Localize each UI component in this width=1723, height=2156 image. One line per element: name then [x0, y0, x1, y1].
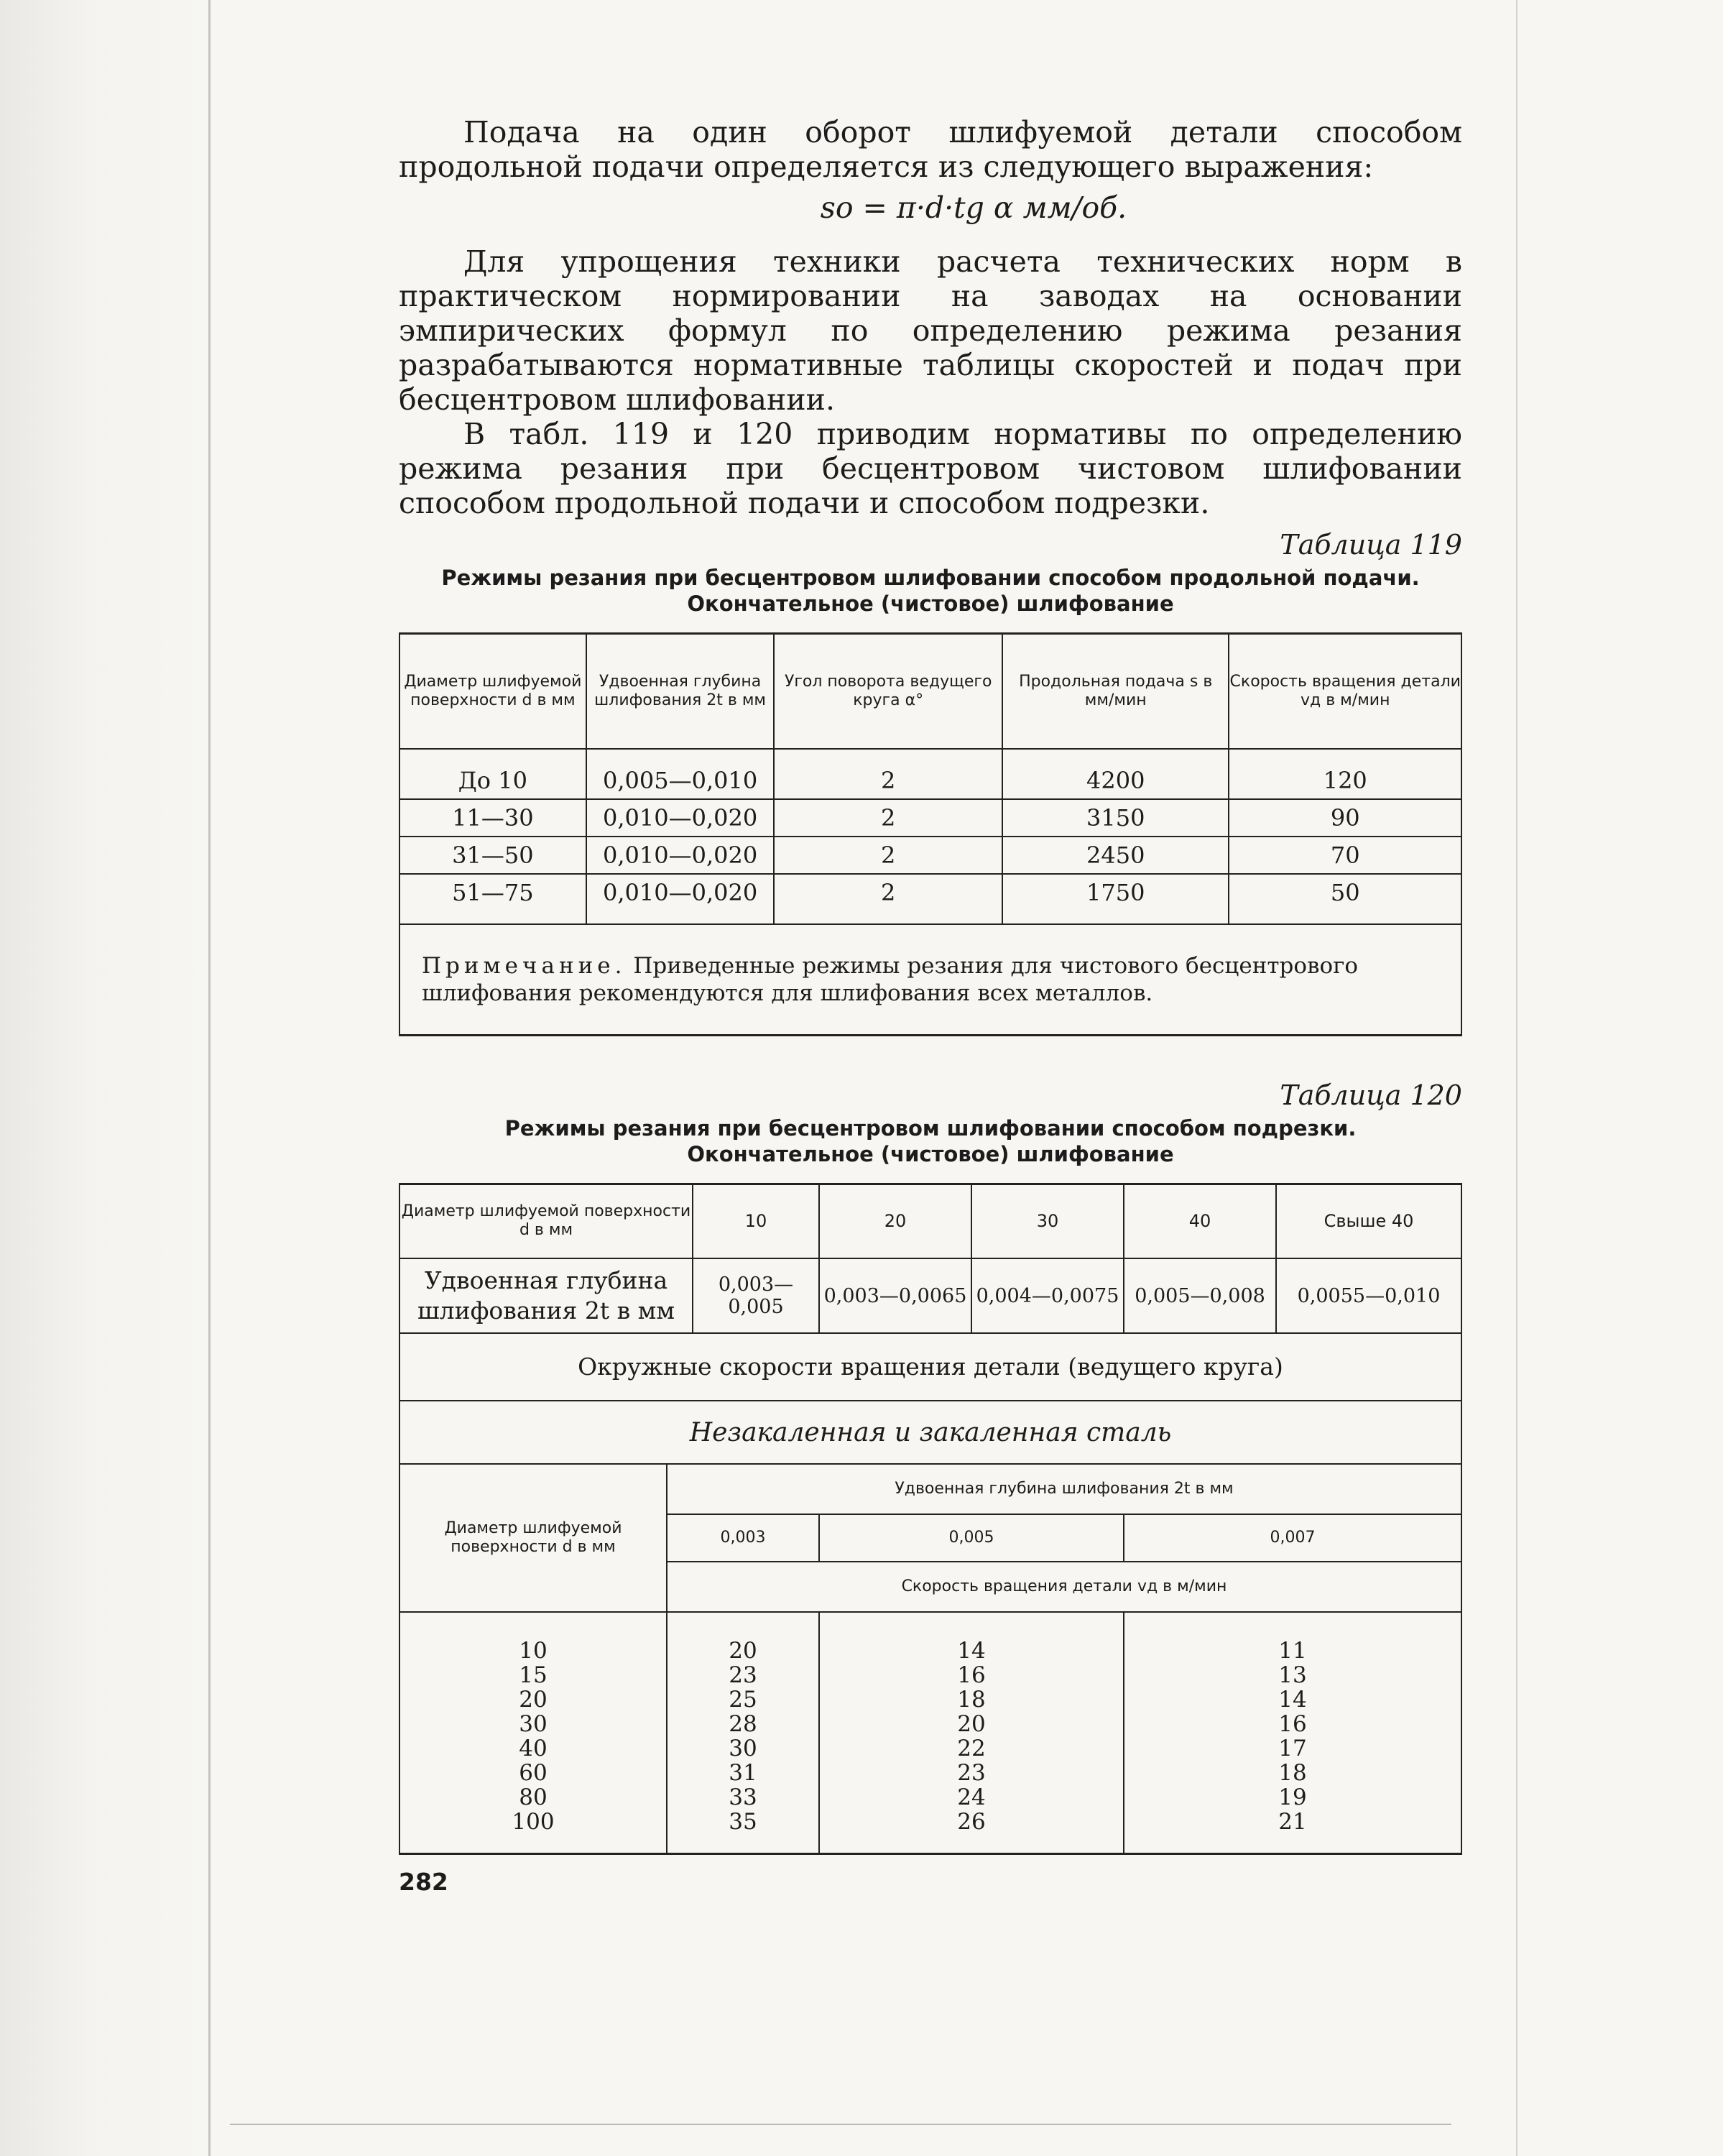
table-120-sub-header-diameter: Диаметр шлифуемой поверхности d в мм [399, 1464, 667, 1612]
table-cell: 2 [774, 874, 1002, 924]
table-cell: 50 [1229, 874, 1461, 924]
table-119-note [399, 924, 1461, 1036]
table-cell: 90 [1229, 799, 1461, 837]
table-120-speeds-0005-column: 14 16 18 20 22 23 24 26 [819, 1612, 1124, 1854]
table-120 [399, 1183, 1462, 1856]
table-120-depth-10: 0,003—0,005 [693, 1258, 819, 1333]
table-119-header-speed: Скорость вращения детали vд в м/мин [1229, 634, 1461, 749]
table-cell: 3150 [1002, 799, 1229, 837]
table-cell: 2450 [1002, 837, 1229, 874]
feed-formula: sо = π·d·tg α мм/об. [820, 190, 1127, 225]
table-cell: 0,005—0,010 [586, 749, 775, 799]
table-120-diameter-10: 10 [693, 1184, 819, 1258]
table-120-speeds-0003-column: 20 23 25 28 30 31 33 35 [667, 1612, 819, 1854]
table-119-note-text: Приведенные режимы резания для чистового бесцентрового шлифования рекомендуются для шлифования всех металлов. [422, 952, 1359, 1006]
table-cell: 70 [1229, 837, 1461, 874]
table-120-diameter-40: 40 [1124, 1184, 1276, 1258]
table-cell: 0,010—0,020 [586, 799, 775, 837]
table-120-sub-header-depth: Удвоенная глубина шлифования 2t в мм [667, 1464, 1461, 1514]
table-120-header-diameter: Диаметр шлифуемой поверхности d в мм [399, 1184, 693, 1258]
table-120-number: Таблица 120 [1280, 1079, 1462, 1111]
scan-edge-bottom [230, 2124, 1451, 2125]
table-120-diameters-column: 10 15 20 30 40 60 80 100 [399, 1612, 667, 1854]
table-119-header-feed: Продольная подача s в мм/мин [1002, 634, 1229, 749]
table-120-sub-header-speed: Скорость вращения детали vд в м/мин [667, 1562, 1461, 1612]
table-cell: 1750 [1002, 874, 1229, 924]
table-120-section-steel: Незакаленная и закаленная сталь [399, 1401, 1461, 1464]
table-cell: 31—50 [399, 837, 586, 874]
table-cell: 0,010—0,020 [586, 874, 775, 924]
scan-margin [0, 0, 223, 2156]
table-cell: 51—75 [399, 874, 586, 924]
table-119-title-line2: Окончательное (чистовое) шлифование [687, 591, 1174, 616]
table-120-title [399, 1115, 1462, 1167]
table-row [399, 837, 1461, 874]
paragraph-norm-tables: Для упрощения техники расчета технических норм в практическом нормировании на заводах на основании эмпирических формул по определению режима резания разрабатываются нормативные таблицы скоростей и подач при бесцентровом шлифовании. [399, 244, 1462, 417]
table-120-diameter-30: 30 [971, 1184, 1124, 1258]
table-cell: 11—30 [399, 799, 586, 837]
table-120-sub-depth-0005: 0,005 [819, 1514, 1124, 1562]
table-120-section-speeds: Окружные скорости вращения детали (ведущего круга) [399, 1333, 1461, 1401]
table-cell: 2 [774, 837, 1002, 874]
table-120-depth-40: 0,005—0,008 [1124, 1258, 1276, 1333]
table-119-header-diameter: Диаметр шлифуемой поверхности d в мм [399, 634, 586, 749]
table-cell: 120 [1229, 749, 1461, 799]
table-120-title-line2: Окончательное (чистовое) шлифование [687, 1141, 1174, 1166]
table-row [399, 799, 1461, 837]
scan-edge-right [1516, 0, 1518, 2156]
table-120-title-line1: Режимы резания при бесцентровом шлифовании способом подрезки. [504, 1115, 1357, 1141]
table-120-depth-20: 0,003—0,0065 [819, 1258, 971, 1333]
table-120-depth-label: Удвоенная глубина шлифования 2t в мм [399, 1258, 693, 1333]
book-page [399, 115, 1462, 1896]
table-120-speeds-0007-column: 11 13 14 16 17 18 19 21 [1124, 1612, 1461, 1854]
table-120-diameter-20: 20 [819, 1184, 971, 1258]
table-119-header-depth: Удвоенная глубина шлифования 2t в мм [586, 634, 775, 749]
table-row [399, 1612, 1461, 1854]
table-cell: До 10 [399, 749, 586, 799]
table-119 [399, 632, 1462, 1036]
table-120-diameter-over-40: Свыше 40 [1276, 1184, 1461, 1258]
page-number: 282 [399, 1868, 448, 1896]
table-120-sub-depth-0003: 0,003 [667, 1514, 819, 1562]
scan-edge-left [208, 0, 211, 2156]
table-119-note-label: Примечание. [422, 952, 627, 979]
paragraph-table-reference: В табл. 119 и 120 приводим нормативы по определению режима резания при бесцентровом чистовом шлифовании способом продольной подачи и способом подрезки. [399, 417, 1462, 520]
table-cell: 2 [774, 749, 1002, 799]
table-cell: 2 [774, 799, 1002, 837]
table-120-depth-over-40: 0,0055—0,010 [1276, 1258, 1461, 1333]
paragraph-feed-definition: Подача на один оборот шлифуемой детали способом продольной подачи определяется из следующего выражения: [399, 115, 1462, 184]
table-cell: 0,010—0,020 [586, 837, 775, 874]
table-120-depth-30: 0,004—0,0075 [971, 1258, 1124, 1333]
table-119-number: Таблица 119 [1280, 529, 1462, 561]
table-120-sub-depth-0007: 0,007 [1124, 1514, 1461, 1562]
table-row [399, 874, 1461, 924]
table-119-title-line1: Режимы резания при бесцентровом шлифовании способом продольной подачи. [441, 566, 1420, 590]
table-row [399, 749, 1461, 799]
table-cell: 4200 [1002, 749, 1229, 799]
table-119-title [399, 565, 1462, 617]
table-119-header-angle: Угол поворота ведущего круга α° [774, 634, 1002, 749]
